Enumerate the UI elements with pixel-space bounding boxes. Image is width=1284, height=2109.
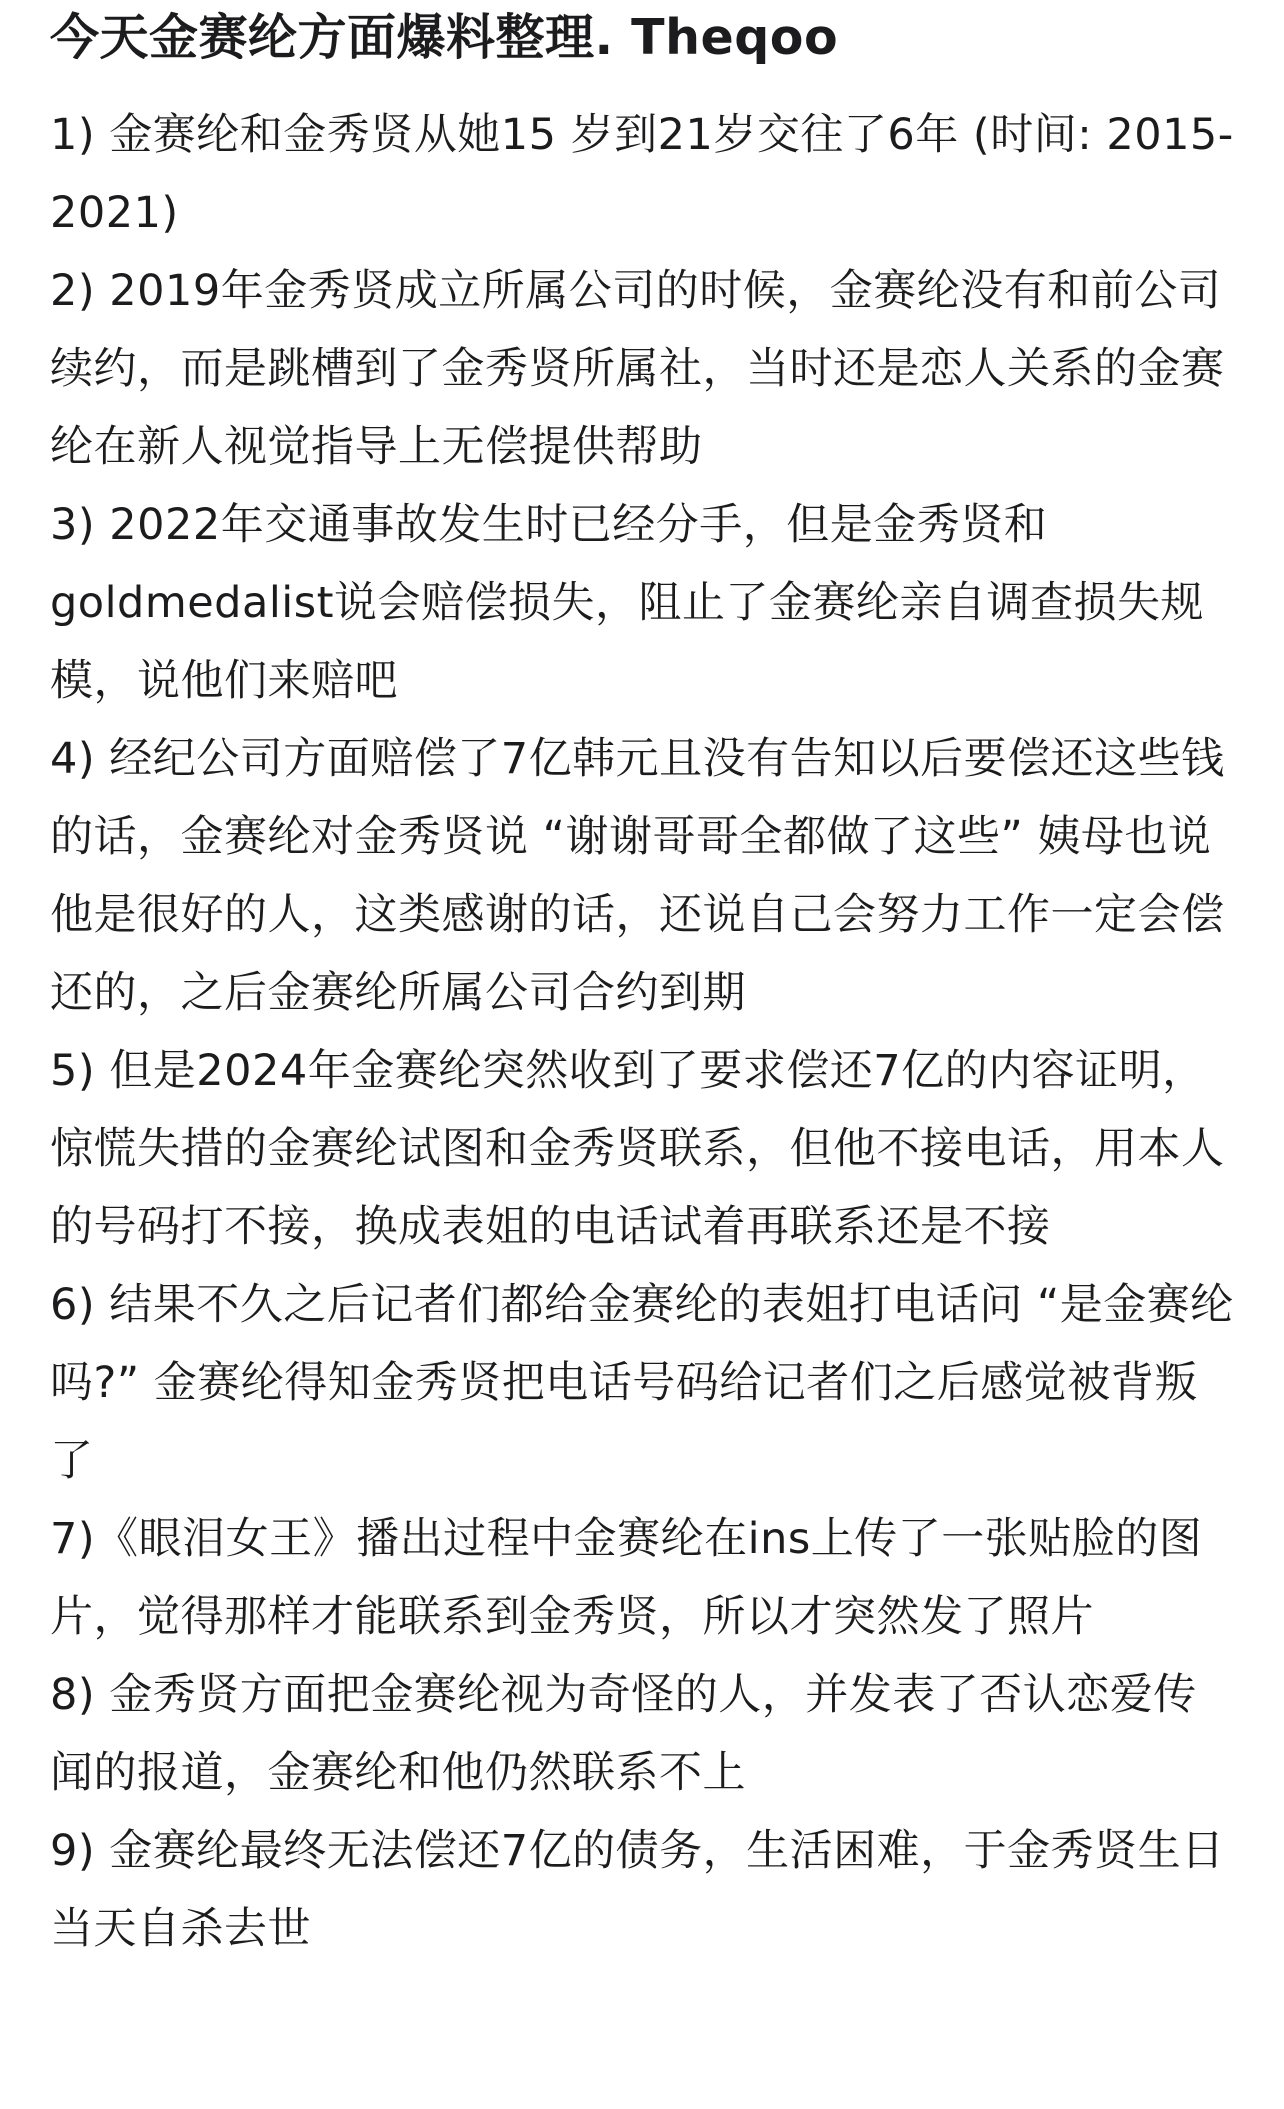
list-item: 6) 结果不久之后记者们都给金赛纶的表姐打电话问 “是金赛纶吗?” 金赛纶得知金秀贤把电话号码给记者们之后感觉被背叛了 xyxy=(50,1280,1234,1486)
document-title: 今天金赛纶方面爆料整理. Theqoo xyxy=(50,9,839,66)
list-item: 3) 2022年交通事故发生时已经分手，但是金秀贤和 goldmedalist说会赔偿损失，阻止了金赛纶亲自调查损失规模，说他们来赔吧 xyxy=(50,500,1204,706)
list-item: 5) 但是2024年金赛纶突然收到了要求偿还7亿的内容证明，惊慌失措的金赛纶试图和金秀贤联系，但他不接电话，用本人的号码打不接，换成表姐的电话试着再联系还是不接 xyxy=(50,1046,1225,1252)
list-item: 2) 2019年金秀贤成立所属公司的时候，金赛纶没有和前公司续约，而是跳槽到了金秀贤所属社，当时还是恋人关系的金赛纶在新人视觉指导上无偿提供帮助 xyxy=(50,266,1225,472)
list-item: 1) 金赛纶和金秀贤从她15 岁到21岁交往了6年 (时间: 2015-2021) xyxy=(50,110,1234,238)
list-item: 8) 金秀贤方面把金赛纶视为奇怪的人，并发表了否认恋爱传闻的报道，金赛纶和他仍然联系不上 xyxy=(50,1670,1197,1798)
list-item: 9) 金赛纶最终无法偿还7亿的债务，生活困难，于金秀贤生日当天自杀去世 xyxy=(50,1826,1225,1954)
item-list xyxy=(50,96,1236,1968)
list-item: 4) 经纪公司方面赔偿了7亿韩元且没有告知以后要偿还这些钱的话，金赛纶对金秀贤说 “谢谢哥哥全都做了这些” 姨母也说他是很好的人，这类感谢的话，还说自己会努力工作一定会偿还的，之后金赛纶所属公司合约到期 xyxy=(50,734,1225,1018)
list-item: 7)《眼泪女王》播出过程中金赛纶在ins上传了一张贴脸的图片，觉得那样才能联系到金秀贤，所以才突然发了照片 xyxy=(50,1514,1203,1642)
